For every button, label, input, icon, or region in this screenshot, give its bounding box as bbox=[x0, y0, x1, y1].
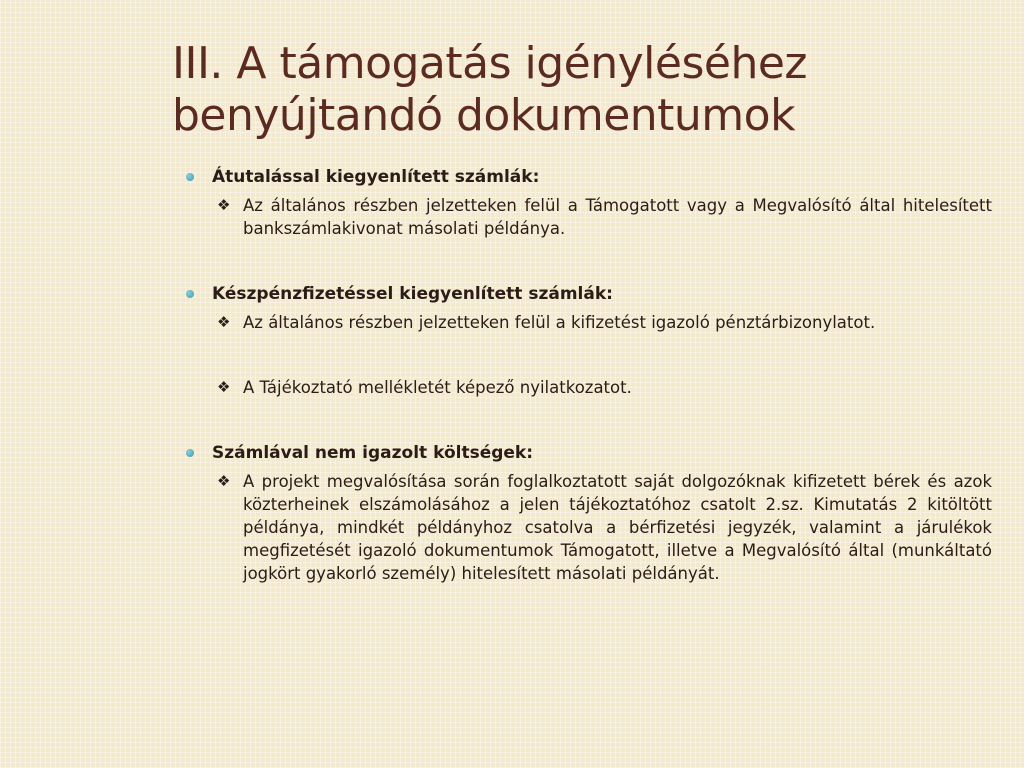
sub-item bbox=[217, 470, 992, 585]
section-heading-text: Átutalással kiegyenlített számlák: bbox=[212, 167, 540, 187]
diamond-bullet-icon: ❖ bbox=[217, 378, 231, 396]
sub-item bbox=[217, 376, 992, 399]
bullet-dot-icon bbox=[186, 449, 194, 457]
sub-item-text: Az általános részben jelzetteken felül a Támogatott vagy a Megvalósító által hitelesített bankszámlakivonat másolati példánya. bbox=[243, 196, 992, 238]
slide-title: III. A támogatás igényléséhez benyújtandó dokumentumok bbox=[172, 38, 807, 141]
sub-item bbox=[217, 311, 992, 334]
section-heading bbox=[186, 441, 992, 465]
diamond-bullet-icon: ❖ bbox=[217, 472, 231, 490]
section-heading-text: Számlával nem igazolt költségek: bbox=[212, 443, 534, 463]
sub-item-text: Az általános részben jelzetteken felül a kifizetést igazoló pénztárbizonylatot. bbox=[243, 313, 876, 332]
sub-item-text: A Tájékoztató mellékletét képező nyilatkozatot. bbox=[243, 378, 632, 397]
section-heading bbox=[186, 282, 992, 306]
sub-item-text: A projekt megvalósítása során foglalkoztatott saját dolgozóknak kifizetett bérek és azok közterheinek elszámolásához a jelen tájékoztatóhoz csatolt 2.sz. Kimutatás 2 kitöltött példánya, mindkét példányhoz csatolva a bérfizetési jegyzék, valamint a járulékok megfizetését igazoló dokumentumok Támogatott, illetve a Megvalósító által (munkáltató jogkört gyakorló személy) hitelesített másolati példányát. bbox=[243, 472, 992, 583]
section-heading bbox=[186, 165, 992, 189]
diamond-bullet-icon: ❖ bbox=[217, 196, 231, 214]
slide-content bbox=[186, 165, 992, 585]
diamond-bullet-icon: ❖ bbox=[217, 313, 231, 331]
bullet-dot-icon bbox=[186, 290, 194, 298]
sub-item bbox=[217, 194, 992, 240]
section-heading-text: Készpénzfizetéssel kiegyenlített számlák: bbox=[212, 284, 613, 304]
bullet-dot-icon bbox=[186, 173, 194, 181]
